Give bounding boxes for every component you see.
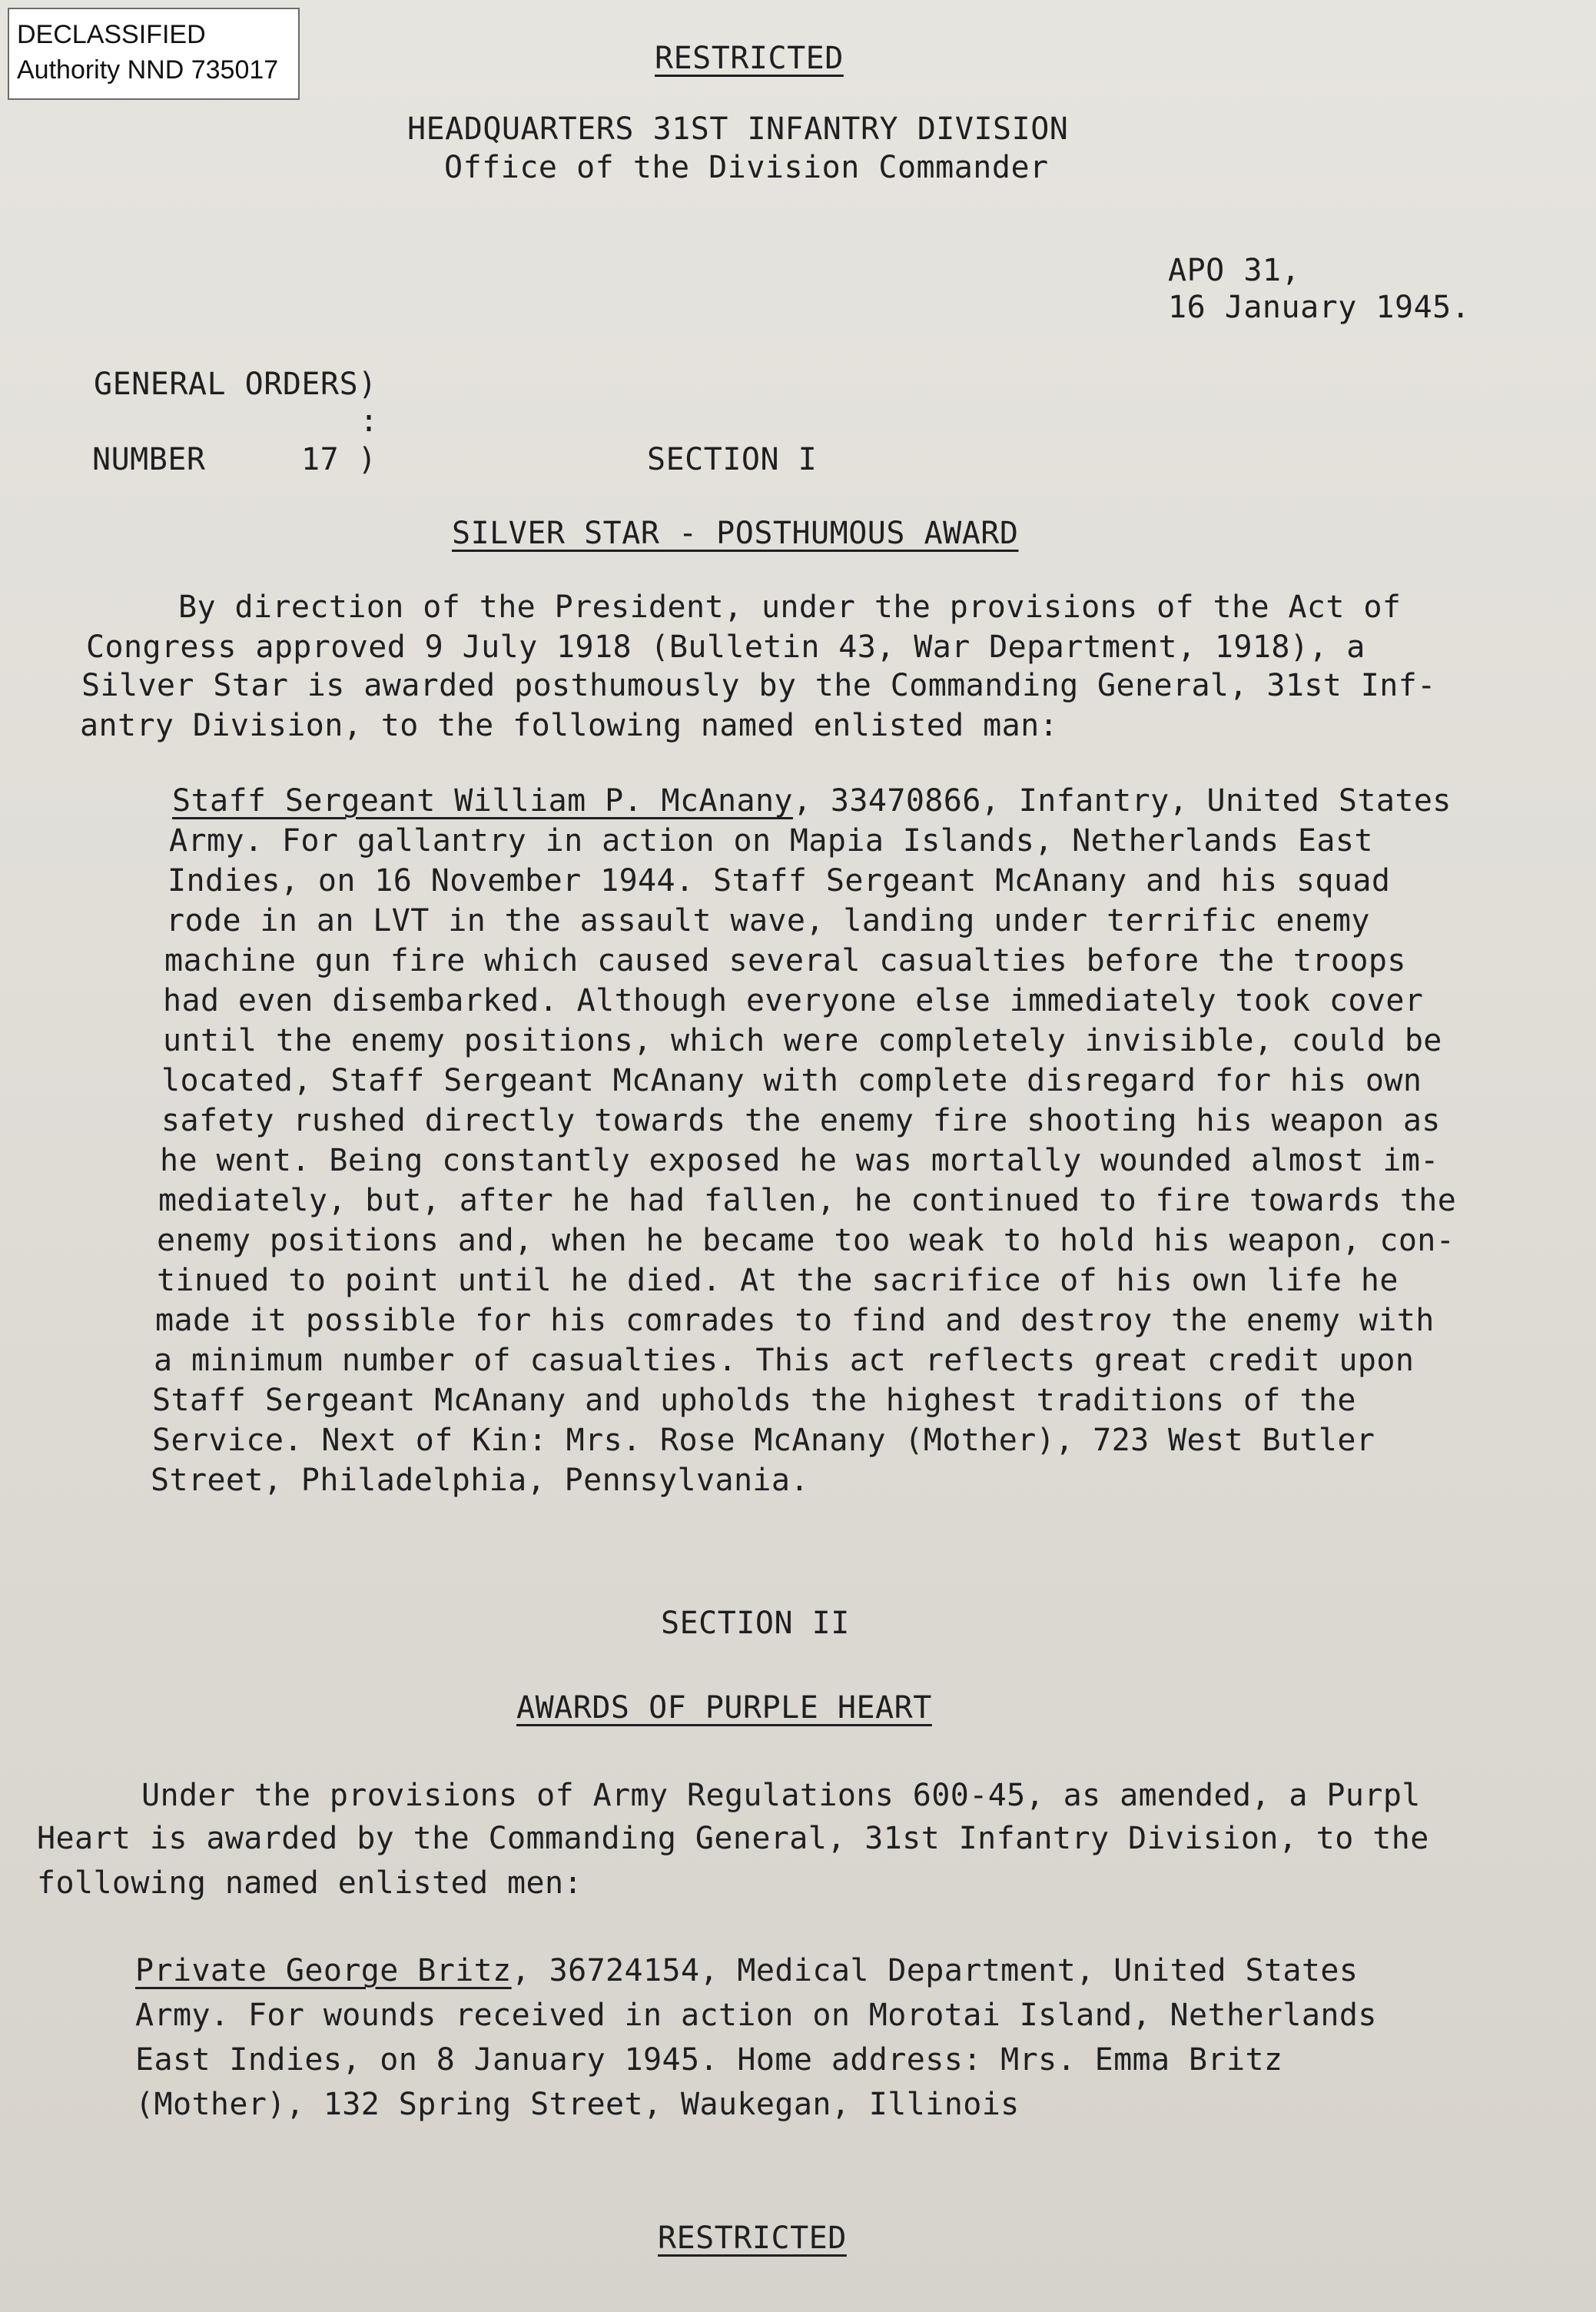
text-line: rode in an LVT in the assault wave, landing under terrific enemy xyxy=(166,903,1370,938)
section-2-heading: SECTION II xyxy=(661,1606,850,1641)
text-line: machine gun fire which caused several casualties before the troops xyxy=(164,943,1406,978)
text-line: enemy positions and, when he became too weak to hold his weapon, con- xyxy=(157,1223,1455,1258)
recipient-name: Private George Britz xyxy=(135,1953,512,1988)
order-date: 16 January 1945. xyxy=(1168,290,1471,325)
text-line: Street, Philadelphia, Pennsylvania. xyxy=(151,1463,809,1498)
text-line: Service. Next of Kin: Mrs. Rose McAnany (Mother), 723 West Butler xyxy=(152,1423,1375,1458)
citation-first-rest: , 33470866, Infantry, United States xyxy=(792,783,1452,819)
orders-colon: : xyxy=(360,404,379,439)
text-line: Under the provisions of Army Regulations 600-45, as amended, a Purpl xyxy=(141,1778,1421,1813)
section-1-heading: SECTION I xyxy=(647,442,818,477)
text-line: safety rushed directly towards the enemy fire shooting his weapon as xyxy=(161,1103,1441,1138)
text-line: Indies, on 16 November 1944. Staff Sergeant McAnany and his squad xyxy=(168,863,1391,899)
headquarters-title: HEADQUARTERS 31ST INFANTRY DIVISION xyxy=(407,111,1069,147)
number-label: NUMBER xyxy=(92,442,206,477)
text-line: following named enlisted men: xyxy=(37,1865,582,1901)
citation-first-line xyxy=(172,781,1452,821)
text-line: Army. For wounds received in action on Morotai Island, Netherlands xyxy=(135,1998,1377,2033)
text-line: (Mother), 132 Spring Street, Waukegan, Illinois xyxy=(135,2087,1020,2122)
classification-bottom: RESTRICTED xyxy=(658,2221,847,2256)
declassification-stamp xyxy=(8,8,300,100)
text-line: tinued to point until he died. At the sacrifice of his own life he xyxy=(157,1263,1399,1298)
text-line: Heart is awarded by the Commanding General, 31st Infantry Division, to the xyxy=(37,1821,1429,1856)
text-line: he went. Being constantly exposed he was mortally wounded almost im- xyxy=(160,1143,1439,1178)
text-line: Staff Sergeant McAnany and upholds the highest traditions of the xyxy=(152,1383,1356,1418)
section-2-title: AWARDS OF PURPLE HEART xyxy=(516,1690,932,1726)
text-line: Congress approved 9 July 1918 (Bulletin 43, War Department, 1918), a xyxy=(86,629,1365,665)
text-line: located, Staff Sergeant McAnany with complete disregard for his own xyxy=(161,1063,1422,1098)
text-line: Army. For gallantry in action on Mapia Islands, Netherlands East xyxy=(169,823,1373,859)
text-line: By direction of the President, under the provisions of the Act of xyxy=(178,590,1402,625)
text-line: East Indies, on 8 January 1945. Home address: Mrs. Emma Britz xyxy=(135,2042,1283,2078)
stamp-line-2: Authority NND 735017 xyxy=(17,55,279,85)
citation-first-line xyxy=(135,1951,1358,1991)
classification-top: RESTRICTED xyxy=(655,41,844,76)
text-line: made it possible for his comrades to find and destroy the enemy with xyxy=(155,1303,1435,1338)
text-line: antry Division, to the following named enlisted man: xyxy=(80,708,1059,743)
text-line: Silver Star is awarded posthumously by the Commanding General, 31st Inf- xyxy=(81,668,1436,703)
stamp-line-1: DECLASSIFIED xyxy=(17,20,206,49)
apo-line: APO 31, xyxy=(1168,253,1301,288)
citation-first-rest: , 36724154, Medical Department, United States xyxy=(511,1953,1359,1988)
general-orders-label: GENERAL ORDERS) xyxy=(94,367,377,402)
text-line: mediately, but, after he had fallen, he continued to fire towards the xyxy=(158,1183,1457,1218)
text-line: had even disembarked. Although everyone else immediately took cover xyxy=(163,983,1424,1018)
recipient-name: Staff Sergeant William P. McAnany xyxy=(172,783,793,819)
section-1-title: SILVER STAR - POSTHUMOUS AWARD xyxy=(452,516,1019,551)
office-title: Office of the Division Commander xyxy=(444,150,1049,185)
text-line: a minimum number of casualties. This act reflects great credit upon xyxy=(154,1343,1415,1378)
number-value: 17 ) xyxy=(301,442,377,477)
text-line: until the enemy positions, which were completely invisible, could be xyxy=(163,1023,1442,1058)
